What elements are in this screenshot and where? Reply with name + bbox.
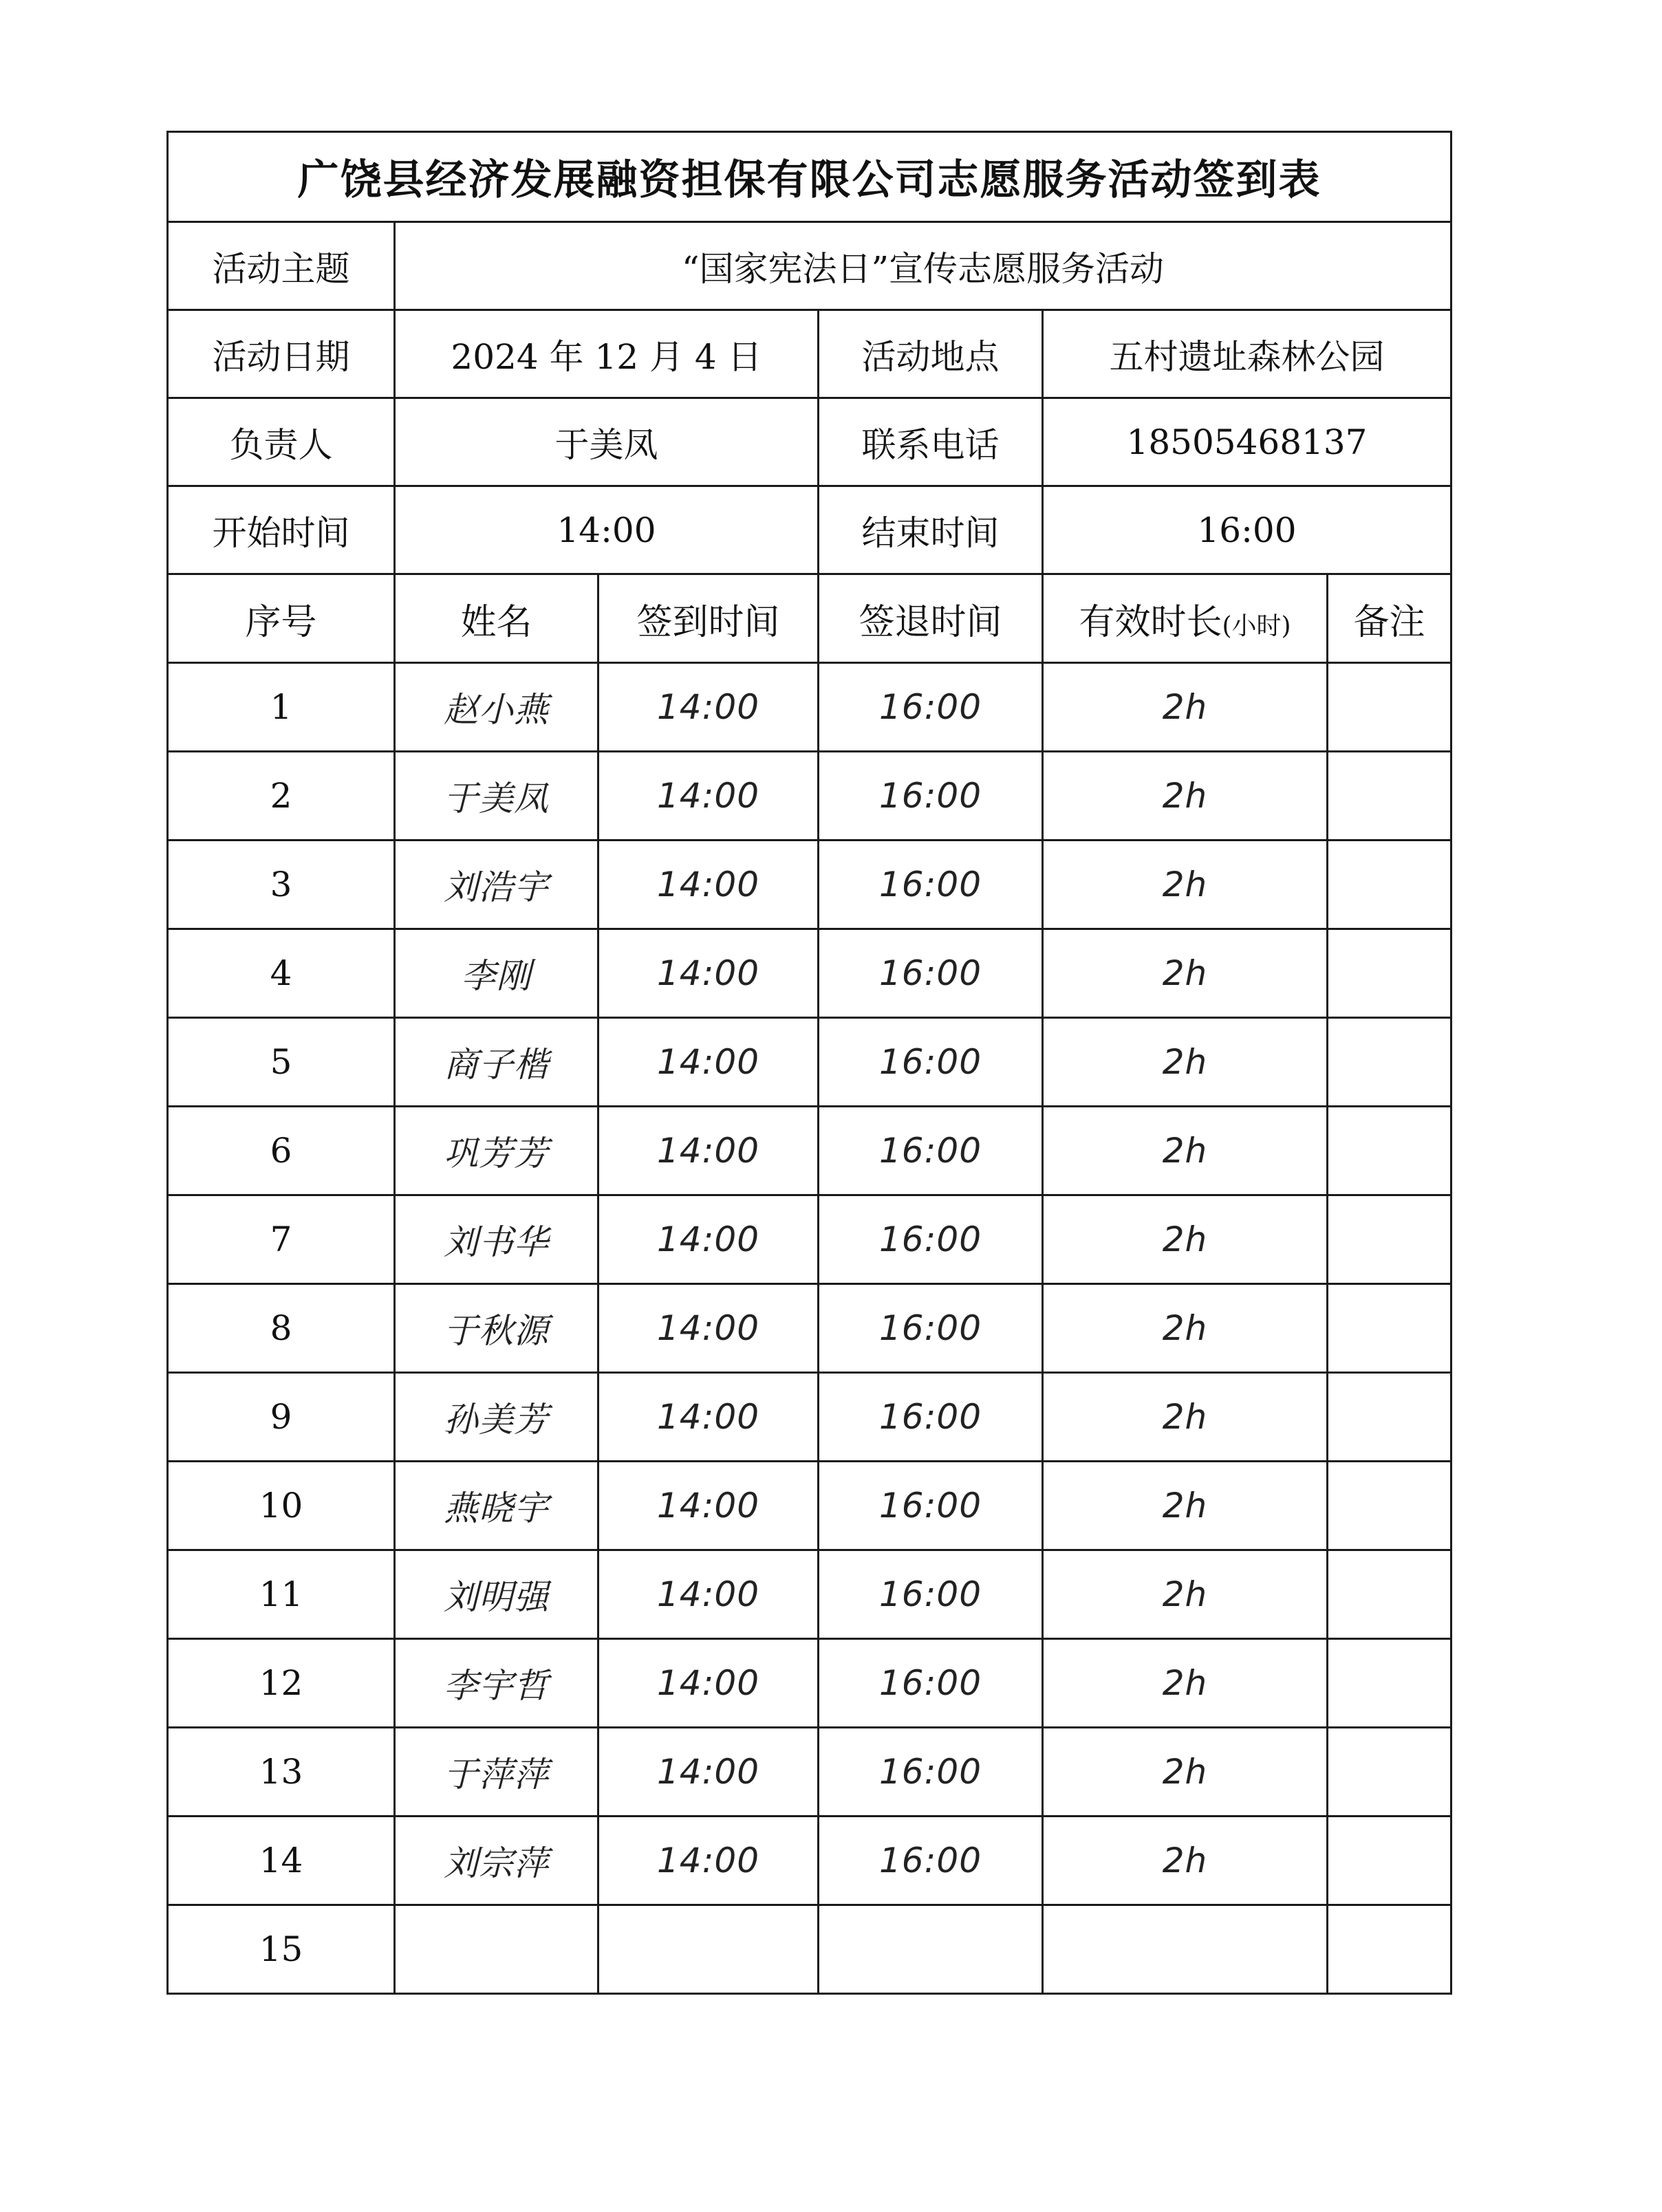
cell-checkout: 16:00 xyxy=(819,1195,1043,1284)
date-label: 活动日期 xyxy=(168,310,395,398)
cell-remark xyxy=(1328,1639,1451,1728)
cell-checkout: 16:00 xyxy=(819,1018,1043,1107)
cell-name: 巩芳芳 xyxy=(395,1107,598,1195)
cell-checkin: 14:00 xyxy=(598,1817,819,1905)
cell-remark xyxy=(1328,1728,1451,1817)
table-row xyxy=(168,841,1451,929)
theme-label: 活动主题 xyxy=(168,222,395,310)
table-row xyxy=(168,1373,1451,1462)
cell-no: 11 xyxy=(168,1550,395,1639)
cell-remark xyxy=(1328,1817,1451,1905)
cell-checkout: 16:00 xyxy=(819,663,1043,752)
cell-duration: 2h xyxy=(1043,1284,1328,1373)
cell-no: 4 xyxy=(168,929,395,1018)
date-value: 2024 年 12 月 4 日 xyxy=(395,310,819,398)
location-label: 活动地点 xyxy=(819,310,1043,398)
cell-no: 5 xyxy=(168,1018,395,1107)
cell-no: 12 xyxy=(168,1639,395,1728)
start-label: 开始时间 xyxy=(168,486,395,574)
cell-name: 于秋源 xyxy=(395,1284,598,1373)
cell-no: 3 xyxy=(168,841,395,929)
table-row xyxy=(168,752,1451,841)
cell-name: 刘明强 xyxy=(395,1550,598,1639)
cell-duration: 2h xyxy=(1043,663,1328,752)
cell-name: 刘浩宇 xyxy=(395,841,598,929)
cell-checkin: 14:00 xyxy=(598,1284,819,1373)
cell-remark xyxy=(1328,1284,1451,1373)
end-label: 结束时间 xyxy=(819,486,1043,574)
cell-checkin: 14:00 xyxy=(598,663,819,752)
end-value: 16:00 xyxy=(1043,486,1451,574)
cell-checkout: 16:00 xyxy=(819,1373,1043,1462)
attendance-rows xyxy=(168,663,1451,1994)
cell-no: 10 xyxy=(168,1462,395,1550)
table-row xyxy=(168,1728,1451,1817)
cell-checkin: 14:00 xyxy=(598,1018,819,1107)
cell-checkin: 14:00 xyxy=(598,929,819,1018)
cell-name: 燕晓宇 xyxy=(395,1462,598,1550)
cell-checkout: 16:00 xyxy=(819,1817,1043,1905)
header-name: 姓名 xyxy=(395,574,598,663)
cell-checkout: 16:00 xyxy=(819,929,1043,1018)
cell-checkin: 14:00 xyxy=(598,1550,819,1639)
cell-checkin: 14:00 xyxy=(598,1639,819,1728)
cell-checkout: 16:00 xyxy=(819,1550,1043,1639)
cell-no: 2 xyxy=(168,752,395,841)
cell-remark xyxy=(1328,1462,1451,1550)
cell-no: 8 xyxy=(168,1284,395,1373)
phone-label: 联系电话 xyxy=(819,398,1043,486)
start-value: 14:00 xyxy=(395,486,819,574)
table-row xyxy=(168,1107,1451,1195)
header-remark: 备注 xyxy=(1328,574,1451,663)
cell-name xyxy=(395,1905,598,1994)
cell-duration: 2h xyxy=(1043,1550,1328,1639)
cell-duration: 2h xyxy=(1043,1728,1328,1817)
table-row xyxy=(168,1905,1451,1994)
cell-duration: 2h xyxy=(1043,1462,1328,1550)
column-header-row xyxy=(168,574,1451,663)
cell-duration xyxy=(1043,1905,1328,1994)
cell-duration: 2h xyxy=(1043,1107,1328,1195)
cell-checkin xyxy=(598,1905,819,1994)
header-duration-unit: (小时) xyxy=(1222,611,1291,640)
table-row xyxy=(168,1817,1451,1905)
cell-no: 15 xyxy=(168,1905,395,1994)
person-label: 负责人 xyxy=(168,398,395,486)
cell-duration: 2h xyxy=(1043,1018,1328,1107)
cell-duration: 2h xyxy=(1043,752,1328,841)
cell-remark xyxy=(1328,1195,1451,1284)
header-duration-label: 有效时长 xyxy=(1079,601,1222,643)
cell-duration: 2h xyxy=(1043,1639,1328,1728)
cell-checkin: 14:00 xyxy=(598,1195,819,1284)
cell-checkout: 16:00 xyxy=(819,1462,1043,1550)
person-value: 于美凤 xyxy=(395,398,819,486)
cell-no: 6 xyxy=(168,1107,395,1195)
cell-remark xyxy=(1328,841,1451,929)
sheet-title: 广饶县经济发展融资担保有限公司志愿服务活动签到表 xyxy=(168,132,1451,222)
cell-duration: 2h xyxy=(1043,1817,1328,1905)
cell-duration: 2h xyxy=(1043,841,1328,929)
cell-checkout: 16:00 xyxy=(819,1639,1043,1728)
cell-name: 刘书华 xyxy=(395,1195,598,1284)
cell-checkout: 16:00 xyxy=(819,752,1043,841)
cell-name: 于美凤 xyxy=(395,752,598,841)
table-row xyxy=(168,929,1451,1018)
cell-name: 于萍萍 xyxy=(395,1728,598,1817)
cell-checkin: 14:00 xyxy=(598,1728,819,1817)
cell-duration: 2h xyxy=(1043,1195,1328,1284)
cell-name: 孙美芳 xyxy=(395,1373,598,1462)
header-checkout: 签退时间 xyxy=(819,574,1043,663)
header-no: 序号 xyxy=(168,574,395,663)
cell-checkout: 16:00 xyxy=(819,1284,1043,1373)
table-row xyxy=(168,1639,1451,1728)
table-row xyxy=(168,1018,1451,1107)
cell-name: 赵小燕 xyxy=(395,663,598,752)
cell-duration: 2h xyxy=(1043,1373,1328,1462)
cell-no: 7 xyxy=(168,1195,395,1284)
sign-in-sheet xyxy=(166,131,1452,1995)
cell-checkin: 14:00 xyxy=(598,1373,819,1462)
cell-remark xyxy=(1328,1905,1451,1994)
cell-remark xyxy=(1328,1018,1451,1107)
cell-checkout: 16:00 xyxy=(819,1728,1043,1817)
cell-name: 商子楷 xyxy=(395,1018,598,1107)
phone-value: 18505468137 xyxy=(1043,398,1451,486)
cell-no: 1 xyxy=(168,663,395,752)
table-row xyxy=(168,1550,1451,1639)
cell-remark xyxy=(1328,1373,1451,1462)
cell-checkout: 16:00 xyxy=(819,841,1043,929)
cell-checkin: 14:00 xyxy=(598,841,819,929)
cell-name: 刘宗萍 xyxy=(395,1817,598,1905)
cell-checkin: 14:00 xyxy=(598,1462,819,1550)
cell-checkout: 16:00 xyxy=(819,1107,1043,1195)
cell-remark xyxy=(1328,663,1451,752)
cell-name: 李刚 xyxy=(395,929,598,1018)
cell-remark xyxy=(1328,929,1451,1018)
table-row xyxy=(168,1284,1451,1373)
cell-name: 李宇哲 xyxy=(395,1639,598,1728)
cell-checkin: 14:00 xyxy=(598,1107,819,1195)
cell-checkout xyxy=(819,1905,1043,1994)
location-value: 五村遗址森林公园 xyxy=(1043,310,1451,398)
cell-no: 9 xyxy=(168,1373,395,1462)
cell-no: 13 xyxy=(168,1728,395,1817)
header-duration xyxy=(1043,574,1328,663)
table-row xyxy=(168,1195,1451,1284)
header-checkin: 签到时间 xyxy=(598,574,819,663)
cell-duration: 2h xyxy=(1043,929,1328,1018)
theme-value: “国家宪法日”宣传志愿服务活动 xyxy=(395,222,1451,310)
cell-remark xyxy=(1328,1107,1451,1195)
table-row xyxy=(168,663,1451,752)
cell-remark xyxy=(1328,1550,1451,1639)
cell-no: 14 xyxy=(168,1817,395,1905)
cell-remark xyxy=(1328,752,1451,841)
table-row xyxy=(168,1462,1451,1550)
cell-checkin: 14:00 xyxy=(598,752,819,841)
